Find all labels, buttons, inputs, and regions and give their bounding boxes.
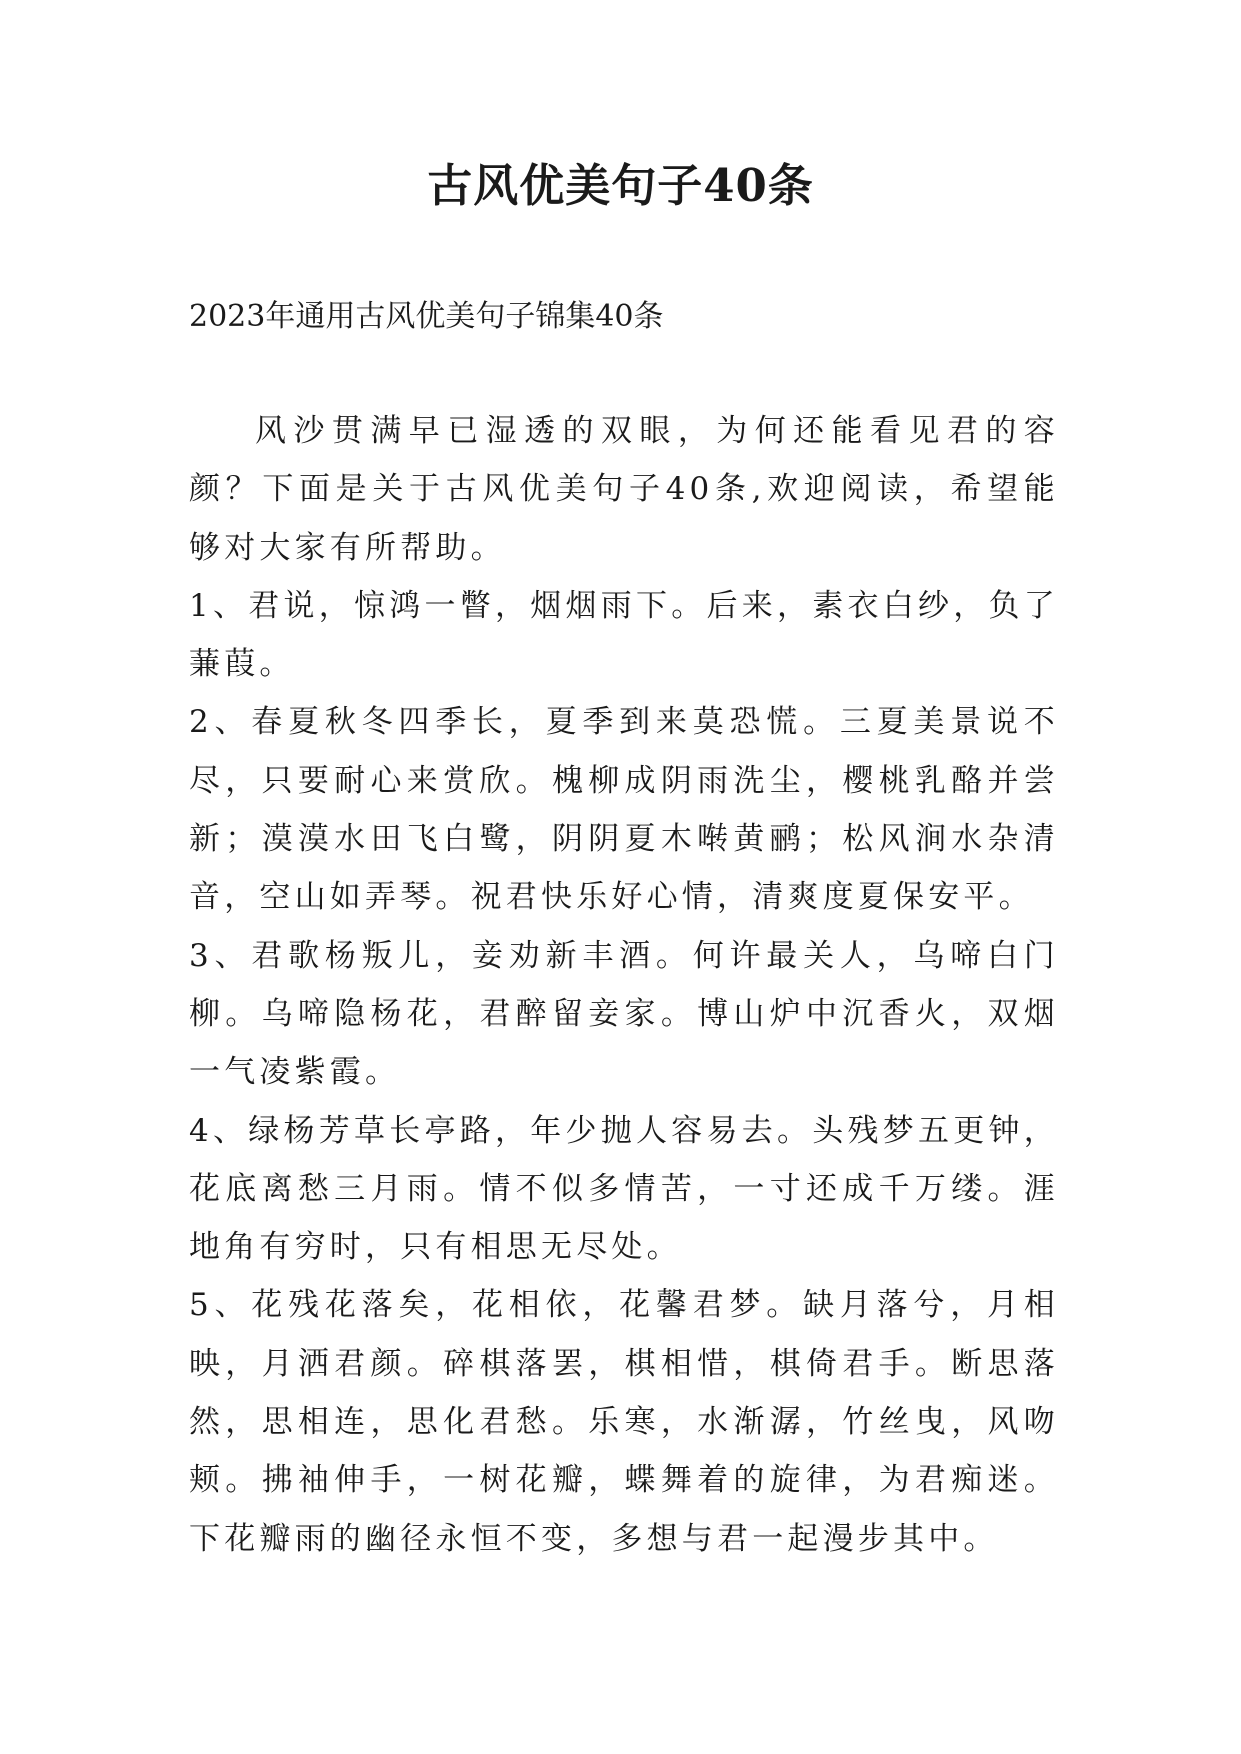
list-item: 2、春夏秋冬四季长，夏季到来莫恐慌。三夏美景说不尽，只要耐心来赏欣。槐柳成阴雨洗尘，樱桃乳酪并尝新；漠漠水田飞白鹭，阴阴夏木啭黄鹂；松风涧水杂清音，空山如弄琴。祝君快乐好心情，清爽度夏保安平。	[189, 704, 1059, 916]
list-item: 4、绿杨芳草长亭路，年少抛人容易去。头残梦五更钟，花底离愁三月雨。情不似多情苦，一寸还成千万缕。涯地角有穷时，只有相思无尽处。	[189, 1112, 1059, 1266]
list-item: 1、君说，惊鸿一瞥，烟烟雨下。后来，素衣白纱，负了蒹葭。	[189, 587, 1059, 683]
list-item: 5、花残花落矣，花相依，花馨君梦。缺月落兮，月相映，月洒君颜。碎棋落罢，棋相惜，棋倚君手。断思落然，思相连，思化君愁。乐寒，水渐潺，竹丝曳，风吻颊。拂袖伸手，一树花瓣，蝶舞着的旋律，为君痴迷。下花瓣雨的幽径永恒不变，多想与君一起漫步其中。	[189, 1287, 1059, 1557]
document-body	[189, 402, 1059, 1568]
document-subtitle: 2023年通用古风优美句子锦集40条	[189, 299, 664, 334]
intro-paragraph: 风沙贯满早已湿透的双眼，为何还能看见君的容颜？下面是关于古风优美句子40条,欢迎阅读，希望能够对大家有所帮助。	[189, 413, 1059, 566]
list-item: 3、君歌杨叛儿，妾劝新丰酒。何许最关人，乌啼白门柳。乌啼隐杨花，君醉留妾家。博山炉中沉香火，双烟一气凌紫霞。	[189, 937, 1059, 1091]
document-title: 古风优美句子40条	[427, 159, 814, 212]
